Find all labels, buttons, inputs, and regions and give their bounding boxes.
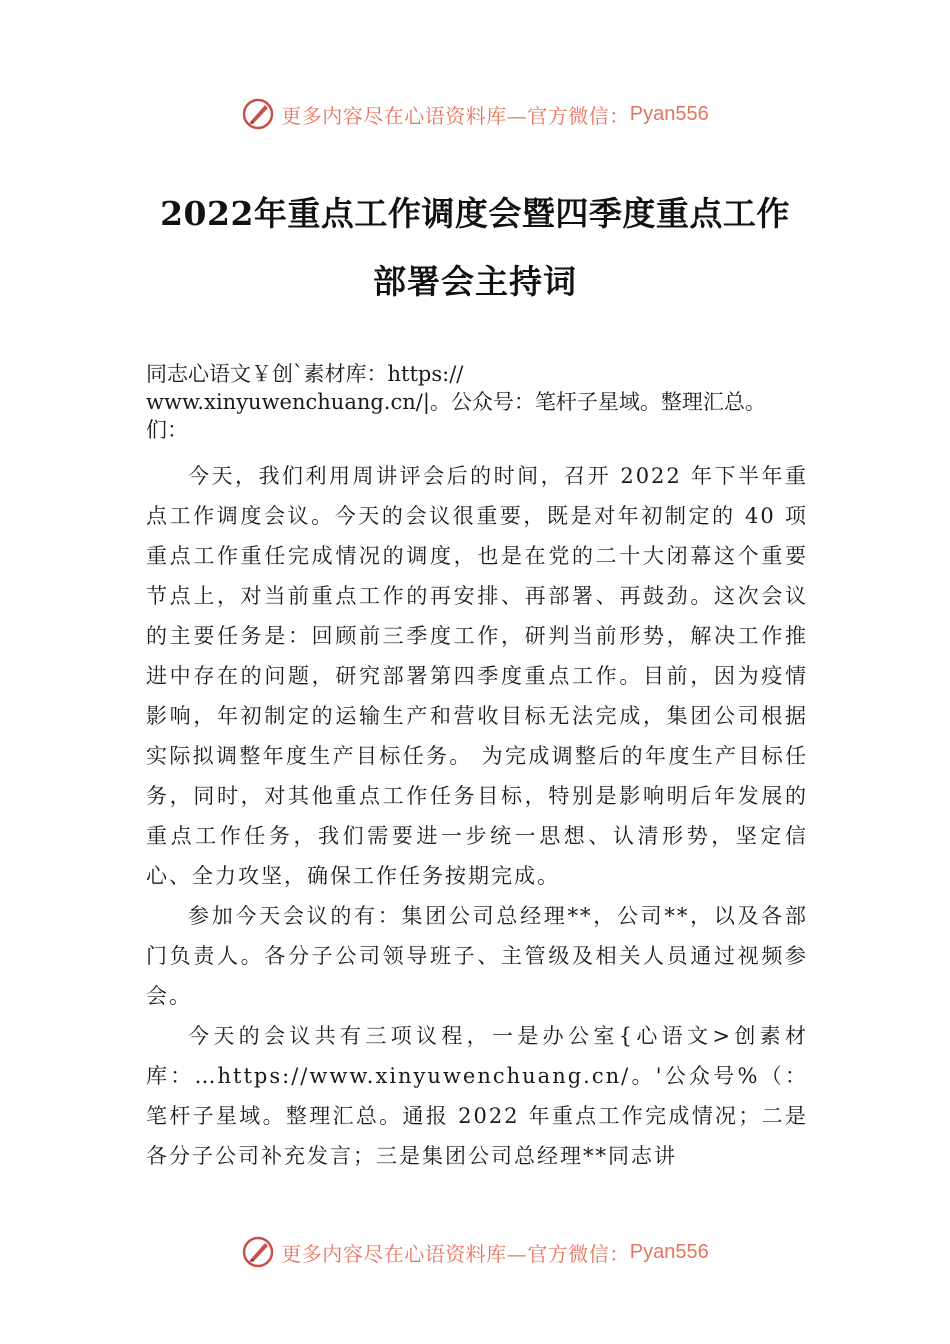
watermark-banner-top [0, 94, 950, 134]
document-body [146, 456, 808, 1176]
watermark-text: 更多内容尽在心语资料库—官方微信： [281, 1241, 630, 1266]
body-paragraph-2: 参加今天会议的有：集团公司总经理**，公司**，以及各部门负责人。各分子公司领导班子、主管级及相关人员通过视频参会。 [146, 904, 808, 1008]
document-title-line-2: 部署会主持词 [373, 262, 577, 301]
body-paragraph-3: 今天的会议共有三项议程，一是办公室{心语文>创素材库：…https://www.xinyuwenchuang.cn/。'公众号%（：笔杆子星域。整理汇总。通报 2022 年重点工作完成情况；二是各分子公司补充发言；三是集团公司总经理**同志讲 [146, 1024, 808, 1168]
salutation-block [146, 360, 866, 444]
watermark-wechat-id: Pyan556 [629, 102, 709, 125]
body-paragraph-1: 今天，我们利用周讲评会后的时间，召开 2022 年下半年重点工作调度会议。今天的会议很重要，既是对年初制定的 40 项重点工作重任完成情况的调度，也是在党的二十大闭幕这个重要节点上，对当前重点工作的再安排、再部署、再鼓劲。这次会议的主要任务是：回顾前三季度工作，研判当前形势，解决工作推进中存在的问题，研究部署第四季度重点工作。目前，因为疫情影响，年初制定的运输生产和营收目标无法完成，集团公司根据实际拟调整年度生产目标任务。 为完成调整后的年度生产目标任务，同时，对其他重点工作任务目标，特别是影响明后年发展的重点工作任务，我们需要进一步统一思想、认清形势，坚定信心、全力攻坚，确保工作任务按期完成。 [146, 464, 808, 888]
salutation-line-2: www.xinyuwenchuang.cn/|。公众号：笔杆子星域。整理汇总。 [146, 390, 766, 414]
brush-logo-icon [241, 97, 275, 131]
document-title-line-1: 2022年重点工作调度会暨四季度重点工作 [160, 194, 790, 233]
watermark-wechat-id: Pyan556 [629, 1240, 709, 1263]
salutation-line-3: 们： [146, 418, 188, 442]
salutation-line-1: 同志心语文￥创`素材库：https:// [146, 362, 464, 386]
watermark-text: 更多内容尽在心语资料库—官方微信： [281, 103, 630, 128]
watermark-banner-bottom [0, 1232, 950, 1272]
brush-logo-icon [241, 1235, 275, 1269]
